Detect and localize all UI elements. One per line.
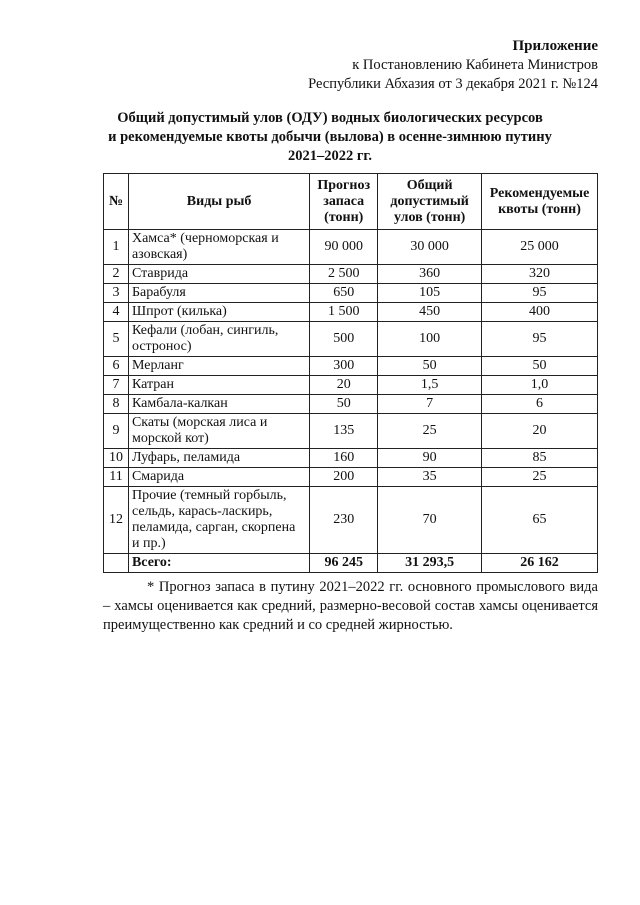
table-row — [104, 376, 598, 395]
row-tac: 105 — [378, 284, 482, 303]
row-num: 4 — [104, 303, 129, 322]
total-stock: 96 245 — [310, 554, 378, 573]
row-num: 2 — [104, 265, 129, 284]
row-stock: 300 — [310, 357, 378, 376]
row-tac: 100 — [378, 322, 482, 357]
table-row — [104, 395, 598, 414]
table-row — [104, 230, 598, 265]
row-tac: 35 — [378, 468, 482, 487]
row-species: Барабуля — [128, 284, 309, 303]
row-quota: 6 — [482, 395, 598, 414]
row-tac: 70 — [378, 487, 482, 554]
row-tac: 30 000 — [378, 230, 482, 265]
header-quota: Рекомендуемые квоты (тонн) — [482, 174, 598, 230]
row-species: Хамса* (черноморская и азовская) — [128, 230, 309, 265]
row-quota: 50 — [482, 357, 598, 376]
total-num-cell — [104, 554, 129, 573]
row-quota: 20 — [482, 414, 598, 449]
row-quota: 95 — [482, 284, 598, 303]
row-species: Прочие (темный горбыль, сельдь, карась-ласкирь, пеламида, сарган, скорпена и пр.) — [128, 487, 309, 554]
row-species: Шпрот (килька) — [128, 303, 309, 322]
row-stock: 50 — [310, 395, 378, 414]
appendix-block — [308, 37, 598, 94]
row-species: Луфарь, пеламида — [128, 449, 309, 468]
row-quota: 25 000 — [482, 230, 598, 265]
row-stock: 20 — [310, 376, 378, 395]
quota-table — [103, 173, 598, 573]
table-row — [104, 414, 598, 449]
header-species: Виды рыб — [128, 174, 309, 230]
row-species: Ставрида — [128, 265, 309, 284]
row-quota: 400 — [482, 303, 598, 322]
row-num: 7 — [104, 376, 129, 395]
row-tac: 1,5 — [378, 376, 482, 395]
row-tac: 90 — [378, 449, 482, 468]
document-title — [60, 109, 600, 166]
row-num: 5 — [104, 322, 129, 357]
row-tac: 7 — [378, 395, 482, 414]
table-row — [104, 357, 598, 376]
table-row — [104, 487, 598, 554]
row-stock: 200 — [310, 468, 378, 487]
title-line-2: и рекомендуемые квоты добычи (вылова) в осенне-зимнюю путину — [108, 129, 552, 145]
row-quota: 320 — [482, 265, 598, 284]
row-num: 3 — [104, 284, 129, 303]
table-row — [104, 265, 598, 284]
row-species: Катран — [128, 376, 309, 395]
table-row — [104, 322, 598, 357]
table-row — [104, 468, 598, 487]
row-quota: 65 — [482, 487, 598, 554]
row-num: 6 — [104, 357, 129, 376]
row-num: 9 — [104, 414, 129, 449]
row-stock: 2 500 — [310, 265, 378, 284]
row-num: 8 — [104, 395, 129, 414]
row-stock: 650 — [310, 284, 378, 303]
row-num: 1 — [104, 230, 129, 265]
row-stock: 1 500 — [310, 303, 378, 322]
table-header-row — [104, 174, 598, 230]
appendix-title: Приложение — [512, 38, 598, 54]
footnote: * Прогноз запаса в путину 2021–2022 гг. основного промыслового вида – хамсы оценивается как средний, размерно-весовой состав хамсы оценивается преимущественно как средний и со средней жирностью. — [103, 579, 598, 633]
row-num: 12 — [104, 487, 129, 554]
total-row — [104, 554, 598, 573]
row-num: 10 — [104, 449, 129, 468]
row-stock: 230 — [310, 487, 378, 554]
row-quota: 25 — [482, 468, 598, 487]
row-stock: 500 — [310, 322, 378, 357]
row-tac: 50 — [378, 357, 482, 376]
row-stock: 160 — [310, 449, 378, 468]
appendix-line-2: Республики Абхазия от 3 декабря 2021 г. №124 — [308, 76, 598, 92]
total-label: Всего: — [128, 554, 309, 573]
row-quota: 1,0 — [482, 376, 598, 395]
row-tac: 450 — [378, 303, 482, 322]
title-line-3: 2021–2022 гг. — [287, 148, 373, 164]
row-species: Кефали (лобан, сингиль, остронос) — [128, 322, 309, 357]
row-quota: 85 — [482, 449, 598, 468]
header-stock: Прогноз запаса (тонн) — [310, 174, 378, 230]
header-tac: Общий допустимый улов (тонн) — [378, 174, 482, 230]
row-species: Смарида — [128, 468, 309, 487]
header-num: № — [104, 174, 129, 230]
row-num: 11 — [104, 468, 129, 487]
row-species: Камбала-калкан — [128, 395, 309, 414]
appendix-line-1: к Постановлению Кабинета Министров — [352, 57, 598, 73]
row-species: Скаты (морская лиса и морской кот) — [128, 414, 309, 449]
title-line-1: Общий допустимый улов (ОДУ) водных биологических ресурсов — [117, 110, 543, 126]
row-quota: 95 — [482, 322, 598, 357]
total-quota: 26 162 — [482, 554, 598, 573]
row-tac: 360 — [378, 265, 482, 284]
table-body — [104, 230, 598, 573]
table-row — [104, 449, 598, 468]
total-tac: 31 293,5 — [378, 554, 482, 573]
row-species: Мерланг — [128, 357, 309, 376]
row-tac: 25 — [378, 414, 482, 449]
row-stock: 90 000 — [310, 230, 378, 265]
table-row — [104, 284, 598, 303]
row-stock: 135 — [310, 414, 378, 449]
table-row — [104, 303, 598, 322]
